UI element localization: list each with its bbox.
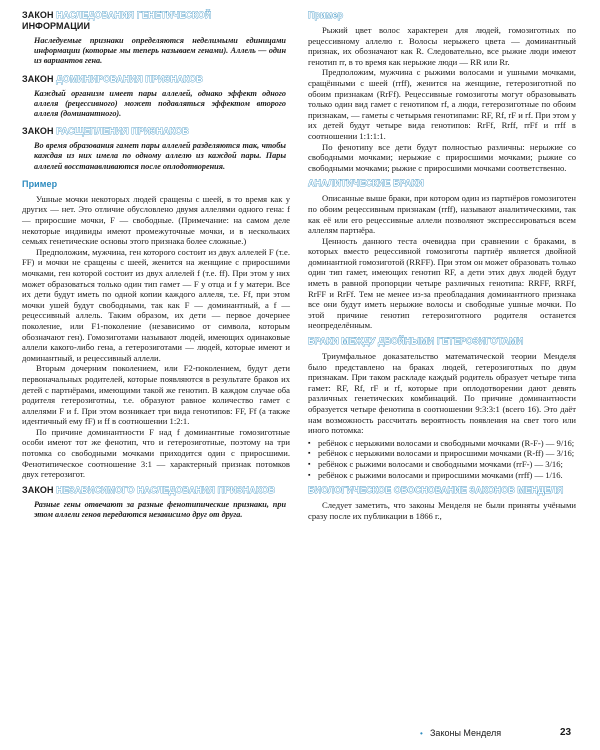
heading-example-right: Пример: [308, 10, 344, 20]
paragraph: Вторым дочерним поколением, или F2-поколением, будут дети первоначальных родителей, которые появляются в результате браков их детей с партнёрами, имеющими такой же генотип. В каждом случае оба родителя гетерозиготны, т.е. образуют равное количество гамет с аллелями F и f. При этом возникает три вида генотипов: FF, Ff (а также идентичный ему fF) и ff в соотношении 1:2:1.: [22, 363, 290, 427]
heading-double-heterozygote-crosses: БРАКИ МЕЖДУ ДВОЙНЫМИ ГЕТЕРОЗИГОТАМИ: [308, 336, 524, 347]
box-independent-assortment-law: Разные гены отвечают за разные фенотипические признаки, при этом аллели генов передаются независимо друг от друга.: [34, 499, 286, 520]
footer-section-title: Законы Менделя: [430, 728, 502, 738]
heading-test-crosses: АНАЛИТИЧЕСКИЕ БРАКИ: [308, 178, 424, 189]
paragraph: Предположим, мужчина, ген которого состоит из двух аллелей F (т.е. FF) и мочки не сращены с шеей, женится на женщине с приросшими мочками, ген которой состоит из двух аллелей f (т.е. ff). При этом у них может образоваться только один тип гамет — F у отца и f у матери. Все их дети будут иметь по одной копии каждого аллеля, т.е. Ff, при этом мочки ушей будут свободными, так как F — доминантный, а f — рецессивный аллель. Таким образом, их дети — первое дочернее поколение, или F1-поколение (независимо от символа, которым обозначают ген). Гомозиготами называют людей, имеющих одинаковые аллели какого-либо гена, а гетерозиготами — людей, которые имеют и доминантный, и рецессивный аллели.: [22, 246, 290, 363]
page: [22, 10, 582, 720]
heading-inheritance-law: ЗАКОН НАСЛЕДОВАНИЯ ГЕНЕТИЧЕСКОЙ ИНФОРМАЦИИ: [22, 10, 212, 31]
heading-segregation-law: ЗАКОН РАСЩЕПЛЕНИЯ ПРИЗНАКОВ: [22, 126, 189, 137]
paragraph: По фенотипу все дети будут полностью различны: нерыжие со свободными мочками; нерыжие с приросшими мочками; рыжие со свободными мочками; рыжие с приросшими мочками соответственно.: [308, 141, 576, 173]
heading-dominance-law: ЗАКОН ДОМИНИРОВАНИЯ ПРИЗНАКОВ: [22, 73, 203, 84]
heading-example-left: Пример: [22, 178, 58, 189]
paragraph: Рыжий цвет волос характерен для людей, гомозиготных по рецессивному аллелю r. Волосы нерыжего цвета — доминантный признак, их обозначают как R. Следовательно, все рыжие люди имеют генотип rr, в то время как нерыжие люди — RR или Rr.: [308, 25, 576, 67]
heading-biological-basis: БИОЛОГИЧЕСКОЕ ОБОСНОВАНИЕ ЗАКОНОВ МЕНДЕЛЯ: [308, 485, 564, 496]
paragraph: Ушные мочки некоторых людей сращены с шеей, в то время как у других — нет. Это отличие обусловлено двумя аллелями одного гена: f — приросшие мочки, F — свободные. (Примечание: на самом деле некоторые индивиды имеют промежуточные мочки, и в нескольких семьях генетические основы этого признака более сложные.): [22, 193, 290, 247]
page-footer: [0, 726, 600, 740]
heading-independent-assortment-law: ЗАКОН НЕЗАВИСИМОГО НАСЛЕДОВАНИЯ ПРИЗНАКОВ: [22, 484, 276, 495]
list-item: ▪ ребёнок с нерыжими волосами и свободными мочками (R-F-) — 9/16;: [308, 438, 576, 449]
paragraph: Следует заметить, что законы Менделя не были приняты учёными сразу после их публикации в 1866 г.,: [308, 500, 576, 521]
paragraph: Ценность данного теста очевидна при сравнении с браками, в которых вместо рецессивной гомозиготы партнёр является двойной доминантной гомозиготой (RRFF). При этом он может образовать только один тип гамет, имеющих генотип RF, а дети этих двух людей будут иметь в равной пропорции четыре различных генотипа: RRFF, RRFf, RrFF и RrFf. Тем не менее из-за преобладания доминантного признака все они будут иметь нерыжие волосы и свободные ушные мочки. По этой причине генотип гетерозиготного родителя останется неопределённым.: [308, 235, 576, 331]
box-inheritance-law: Наследуемые признаки определяются неделимыми единицами информации (которые мы теперь называем генами). Аллель — один из вариантов гена.: [34, 36, 286, 66]
list-item: ▪ ребёнок с рыжими волосами и приросшими мочками (rrff) — 1/16.: [308, 470, 576, 481]
box-dominance-law: Каждый организм имеет пары аллелей, однако эффект одного аллеля (рецессивного) может подавляться эффектом второго аллеля (доминантного).: [34, 88, 286, 119]
list-item: ▪ ребёнок с нерыжими волосами и приросшими мочками (R-ff) — 3/16;: [308, 448, 576, 459]
bullet-icon: •: [420, 729, 423, 738]
paragraph: Триумфальное доказательство математической теории Менделя было представлено на браках людей, гетерозиготных по двум признакам. При таком раскладе каждый родитель образует четыре типа гамет: RF, Rf, rF и rf, которые при оплодотворении дают девять различных генетических комбинаций. По причине доминантности образуется четыре фенотипа в соотношении 9:3:3:1 (всего 16). Это даёт нам возможность рассчитать вероятность появления на свет того или иного потомка:: [308, 351, 576, 436]
page-number: 23: [560, 727, 572, 738]
probability-list: [308, 438, 576, 480]
right-column: [308, 10, 576, 521]
left-column: [22, 10, 290, 527]
paragraph: Описанные выше браки, при котором один из партнёров гомозиготен по обоим рецессивным признакам (rrff), называют аналитическими, так как её или его рецессивные аллели позволяют экспрессироваться всем аллелям партнёра.: [308, 193, 576, 236]
box-segregation-law: Во время образования гамет пары аллелей разделяются так, чтобы каждая из них имела по одному аллелю из каждой пары. Пары аллелей восстанавливаются после оплодотворения.: [34, 141, 286, 171]
paragraph: Предположим, мужчина с рыжими волосами и ушными мочками, сращёнными с шеей (rrff), женится на женщине, гетерозиготной по обоим признакам (RrFf). Рецессивные гомозиготы могут образовывать только один вид гамет с генотипом rf, а люди, гетерозиготные по обоим признакам, — гаметы с четырьмя генотипами: RF, Rf, rF и rf. При этом у их детей будут четыре вида генотипов: RrFf, Rrff, rrFf и rrff в соотношении 1:1:1:1.: [308, 67, 576, 141]
paragraph: По причине доминантности F над f доминантные гомозиготные особи имеют тот же фенотип, что и гетерозиготные, поэтому на три потомка со свободными мочками приходится один с приросшими. Фенотипическое соотношение 3:1 — характерный признак потомков двух гетерозигот.: [22, 426, 290, 480]
list-item: ▪ ребёнок с рыжими волосами и свободными мочками (rrF-) — 3/16;: [308, 459, 576, 470]
